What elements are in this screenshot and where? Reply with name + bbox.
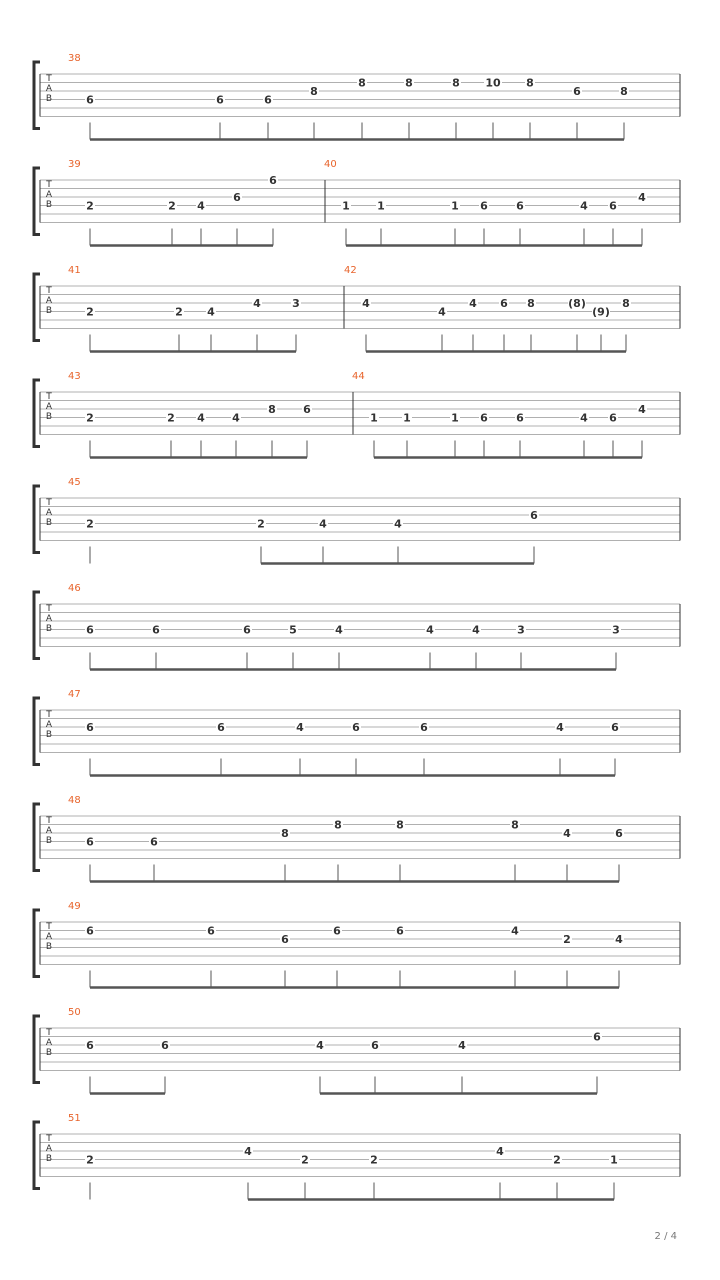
fret-number: 2 (86, 199, 94, 213)
fret-number: 8 (511, 818, 519, 832)
measure-number: 43 (68, 371, 81, 382)
fret-number: 8 (358, 76, 366, 90)
fret-number: 6 (281, 933, 289, 946)
fret-number: 2 (257, 517, 265, 531)
fret-number: 4 (207, 305, 215, 319)
fret-number: (8) (568, 297, 586, 310)
fret-number: 1 (377, 199, 385, 213)
tab-clef-letter: A (45, 402, 53, 412)
tab-clef-letter: B (45, 94, 53, 104)
fret-number: 4 (458, 1039, 466, 1052)
system-bracket (34, 168, 40, 235)
tab-system (34, 265, 680, 352)
fret-number: (9) (592, 305, 610, 319)
fret-number: 3 (612, 623, 620, 637)
fret-number: 6 (86, 924, 94, 938)
fret-number: 2 (86, 1153, 94, 1167)
fret-number: 2 (563, 933, 571, 946)
fret-number: 8 (310, 85, 318, 98)
fret-number: 4 (316, 1039, 324, 1052)
fret-number: 6 (86, 1039, 94, 1052)
fret-number: 6 (593, 1030, 601, 1044)
fret-number: 6 (611, 721, 619, 734)
fret-number: 4 (556, 721, 564, 734)
fret-number: 8 (526, 76, 534, 90)
fret-number: 8 (405, 76, 413, 90)
system-bracket (34, 1016, 40, 1083)
fret-number: 4 (563, 827, 571, 840)
fret-number: 6 (530, 509, 538, 522)
fret-number: 10 (485, 76, 501, 90)
tab-clef-letter: B (45, 624, 53, 634)
tab-clef-letter: A (45, 720, 53, 730)
system-bracket (34, 274, 40, 341)
fret-number: 2 (86, 411, 94, 425)
fret-number: 4 (319, 517, 327, 531)
tab-clef-letter: T (46, 816, 52, 826)
fret-number: 4 (580, 199, 588, 213)
fret-number: 6 (152, 623, 160, 637)
fret-number: 3 (517, 623, 525, 637)
fret-number: 2 (553, 1153, 561, 1167)
fret-number: 1 (403, 411, 411, 425)
measure-number: 42 (344, 265, 357, 276)
fret-number: 4 (244, 1145, 252, 1158)
fret-number: 6 (243, 623, 251, 637)
fret-number: 2 (168, 199, 176, 213)
measure-number: 51 (68, 1113, 81, 1124)
tab-clef-letter: B (45, 518, 53, 528)
fret-number: 6 (217, 721, 225, 734)
fret-number: 4 (511, 924, 519, 938)
fret-number: 6 (216, 93, 224, 107)
tab-clef-letter: T (46, 74, 52, 84)
fret-number: 8 (527, 297, 535, 310)
fret-number: 4 (580, 411, 588, 425)
tab-clef-letter: T (46, 1028, 52, 1038)
fret-number: 4 (197, 411, 205, 425)
fret-number: 4 (197, 199, 205, 213)
fret-number: 3 (292, 297, 300, 310)
fret-number: 6 (352, 721, 360, 734)
fret-number: 6 (516, 411, 524, 425)
tab-system (34, 371, 680, 458)
fret-number: 6 (233, 191, 241, 204)
fret-number: 6 (516, 199, 524, 213)
tab-clef-letter: B (45, 836, 53, 846)
fret-number: 6 (609, 411, 617, 425)
fret-number: 6 (269, 174, 277, 187)
fret-number: 4 (335, 623, 343, 637)
fret-number: 6 (480, 411, 488, 425)
fret-number: 6 (207, 924, 215, 938)
fret-number: 8 (620, 85, 628, 98)
tab-clef-letter: T (46, 922, 52, 932)
tab-clef-letter: B (45, 942, 53, 952)
tab-system (34, 901, 680, 988)
fret-number: 2 (370, 1153, 378, 1167)
tab-clef-letter: B (45, 306, 53, 316)
fret-number: 6 (303, 403, 311, 416)
system-bracket (34, 698, 40, 765)
measure-number: 47 (68, 689, 81, 700)
tab-clef-letter: A (45, 932, 53, 942)
tab-clef-letter: A (45, 508, 53, 518)
tab-clef-letter: A (45, 1144, 53, 1154)
fret-number: 4 (438, 305, 446, 319)
system-bracket (34, 380, 40, 447)
measure-number: 44 (352, 371, 365, 382)
fret-number: 1 (342, 199, 350, 213)
fret-number: 4 (496, 1145, 504, 1158)
tab-clef-letter: T (46, 1134, 52, 1144)
fret-number: 6 (396, 924, 404, 938)
tab-system (34, 1113, 680, 1200)
fret-number: 2 (86, 517, 94, 531)
fret-number: 2 (301, 1153, 309, 1167)
measure-number: 48 (68, 795, 81, 806)
fret-number: 6 (86, 721, 94, 734)
tab-clef-letter: B (45, 1048, 53, 1058)
tab-clef-letter: A (45, 296, 53, 306)
tab-system (34, 583, 680, 670)
fret-number: 1 (451, 199, 459, 213)
fret-number: 8 (334, 818, 342, 832)
system-bracket (34, 910, 40, 977)
tab-clef-letter: A (45, 190, 53, 200)
tab-clef-letter: T (46, 604, 52, 614)
fret-number: 6 (86, 93, 94, 107)
fret-number: 2 (167, 411, 175, 425)
tab-clef-letter: T (46, 392, 52, 402)
fret-number: 6 (86, 835, 94, 849)
fret-number: 1 (451, 411, 459, 425)
measure-number: 50 (68, 1007, 81, 1018)
fret-number: 6 (609, 199, 617, 213)
tab-clef-letter: B (45, 200, 53, 210)
measure-number: 49 (68, 901, 81, 912)
fret-number: 5 (289, 623, 297, 637)
tab-system (34, 795, 680, 882)
tab-clef-letter: T (46, 498, 52, 508)
measure-number: 41 (68, 265, 81, 276)
fret-number: 6 (86, 623, 94, 637)
fret-number: 6 (333, 924, 341, 938)
system-bracket (34, 1122, 40, 1189)
fret-number: 1 (370, 411, 378, 425)
fret-number: 6 (480, 199, 488, 213)
fret-number: 6 (264, 93, 272, 107)
fret-number: 6 (420, 721, 428, 734)
fret-number: 1 (610, 1153, 618, 1167)
fret-number: 6 (615, 827, 623, 840)
system-bracket (34, 62, 40, 129)
tab-system (34, 477, 680, 564)
tab-clef-letter: T (46, 710, 52, 720)
fret-number: 4 (232, 411, 240, 425)
fret-number: 8 (268, 403, 276, 416)
tab-clef-letter: T (46, 286, 52, 296)
tab-system (34, 1007, 680, 1094)
fret-number: 2 (86, 305, 94, 319)
fret-number: 8 (281, 827, 289, 840)
tab-clef-letter: A (45, 84, 53, 94)
fret-number: 6 (161, 1039, 169, 1052)
fret-number: 4 (426, 623, 434, 637)
measure-number: 40 (324, 159, 337, 170)
measure-number: 45 (68, 477, 81, 488)
tab-clef-letter: A (45, 826, 53, 836)
fret-number: 4 (615, 933, 623, 946)
tab-clef-letter: T (46, 180, 52, 190)
fret-number: 4 (472, 623, 480, 637)
tab-clef-letter: B (45, 412, 53, 422)
system-bracket (34, 804, 40, 871)
tab-system (34, 53, 680, 140)
tab-clef-letter: B (45, 1154, 53, 1164)
fret-number: 4 (253, 297, 261, 310)
page-number: 2 / 4 (654, 1231, 677, 1242)
fret-number: 8 (396, 818, 404, 832)
fret-number: 4 (394, 517, 402, 531)
tab-clef-letter: A (45, 614, 53, 624)
fret-number: 6 (150, 835, 158, 849)
fret-number: 4 (296, 721, 304, 734)
fret-number: 2 (175, 305, 183, 319)
fret-number: 8 (452, 76, 460, 90)
fret-number: 6 (573, 85, 581, 98)
tab-clef-letter: B (45, 730, 53, 740)
system-bracket (34, 592, 40, 659)
tab-clef-letter: A (45, 1038, 53, 1048)
fret-number: 4 (469, 297, 477, 310)
measure-number: 46 (68, 583, 81, 594)
fret-number: 6 (371, 1039, 379, 1052)
fret-number: 4 (638, 191, 646, 204)
fret-number: 4 (638, 403, 646, 416)
fret-number: 4 (362, 297, 370, 310)
measure-number: 38 (68, 53, 81, 64)
tab-system (34, 159, 680, 246)
system-bracket (34, 486, 40, 553)
fret-number: 6 (500, 297, 508, 310)
measure-number: 39 (68, 159, 81, 170)
tab-system (34, 689, 680, 776)
fret-number: 8 (622, 297, 630, 310)
